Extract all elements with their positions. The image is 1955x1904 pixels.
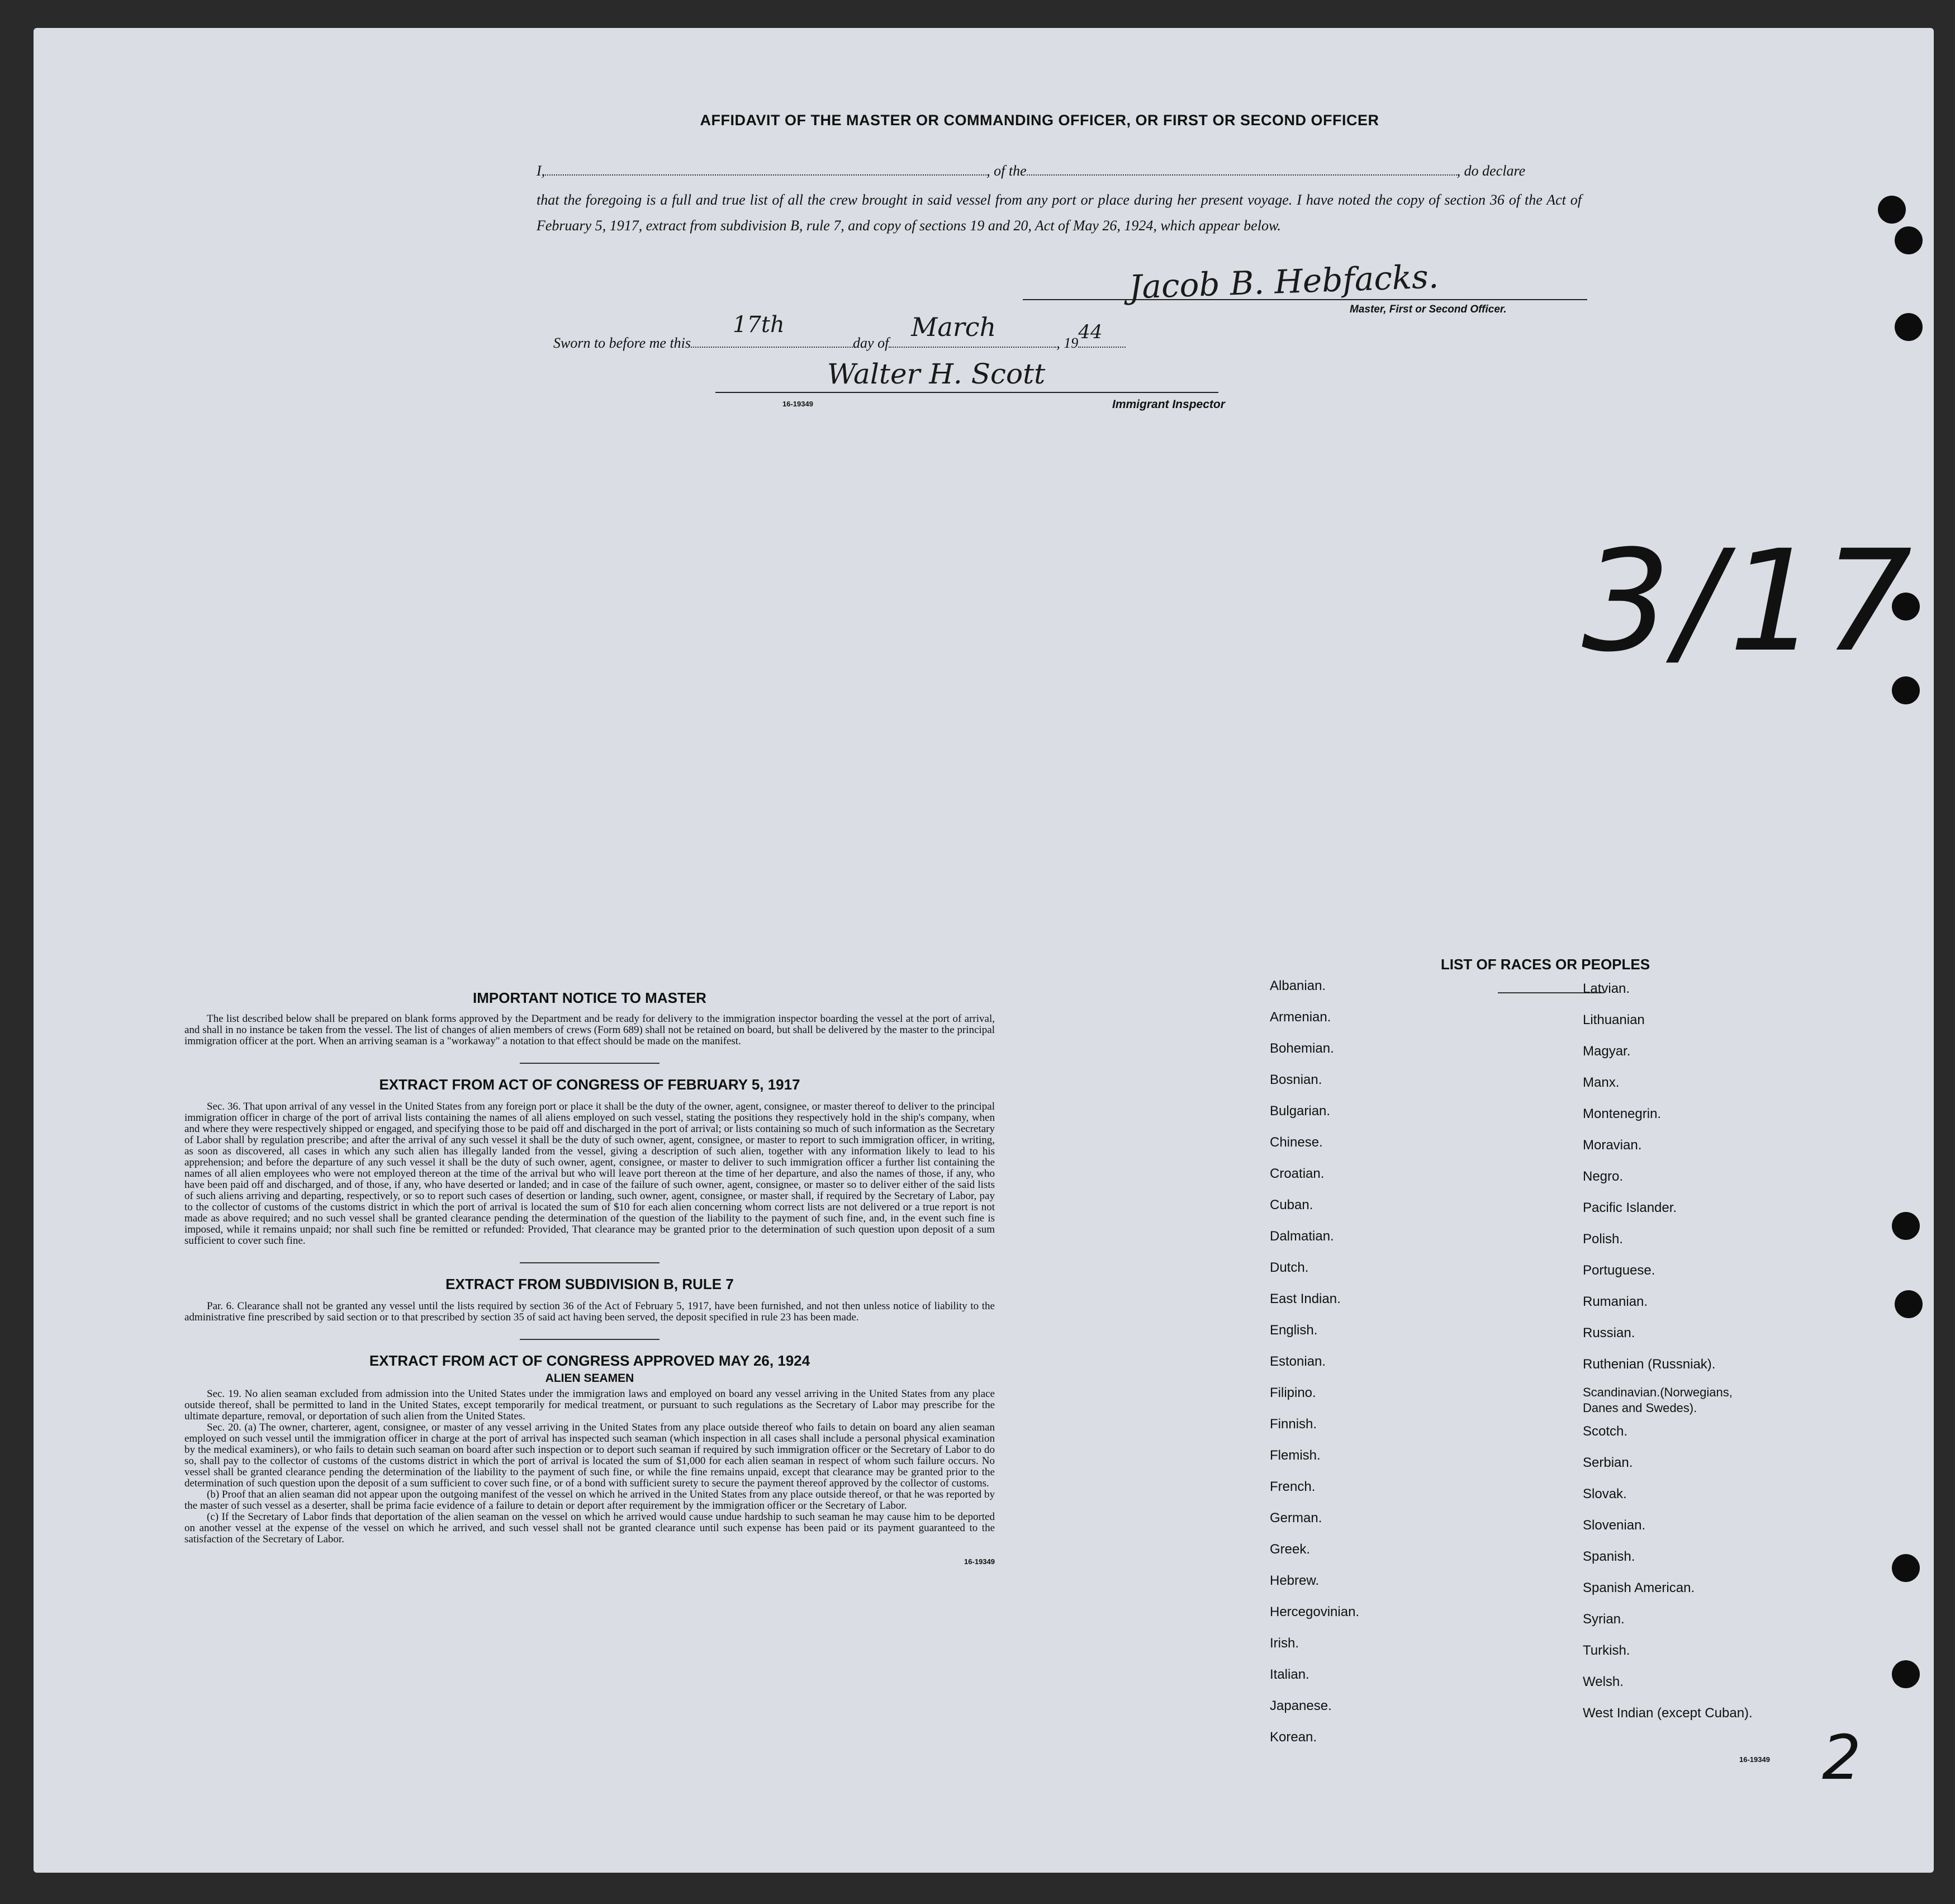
race-item: Finnish. xyxy=(1270,1417,1317,1432)
punch-hole xyxy=(1892,1212,1920,1240)
race-item: Hebrew. xyxy=(1270,1573,1320,1588)
race-item: Turkish. xyxy=(1583,1643,1630,1658)
race-item: Irish. xyxy=(1270,1636,1299,1651)
sworn-day: 17th xyxy=(733,312,785,338)
race-item: French. xyxy=(1270,1479,1316,1494)
race-item: Slovenian. xyxy=(1583,1518,1646,1533)
race-item: East Indian. xyxy=(1270,1291,1341,1306)
inspector-signature: Walter H. Scott xyxy=(827,358,1046,390)
sworn-label: Sworn to before me this xyxy=(553,335,691,351)
race-item: Italian. xyxy=(1270,1667,1309,1682)
corner-mark: 2 xyxy=(1822,1722,1861,1793)
race-item: Polish. xyxy=(1583,1232,1624,1247)
sec-20a-text: Sec. 20. (a) The owner, charterer, agent, consignee, or master of any vessel arriving in the United States from any place outside thereof who fails to detain on board any alien seaman employed on such vessel until the immigration officer in charge at the port of arrival has inspected such seaman (which inspection in all cases shall include a personal physical examination by the medical examiners), or who fails to detain such seaman on board after such inspection or to deport such seaman if required by such immigration officer or the Secretary of Labor to do so, shall pay to the collector of customs of the customs district in which the port of arrival is located the sum of $1,000 for each alien seaman in respect of whom such failure occurs. No vessel shall be granted clearance pending the determination of the liability to the payment of such fine, or while the fine remains unpaid, except that clearance may be granted prior to the determination of such question upon the deposit of a sum sufficient to cover such fine, or of a bond with sufficient surety to secure the payment thereof approved by the collector of customs. xyxy=(184,1422,995,1489)
extract-1924-subtitle: ALIEN SEAMEN xyxy=(545,1372,634,1385)
affidavit-title: AFFIDAVIT OF THE MASTER OR COMMANDING OFFICER, OR FIRST OR SECOND OFFICER xyxy=(700,112,1379,129)
race-item: Ruthenian (Russniak). xyxy=(1583,1357,1716,1372)
sworn-month: March xyxy=(911,312,997,342)
extract-1917-text: Sec. 36. That upon arrival of any vessel in the United States from any foreign port or place it shall be the duty of the owner, agent, consignee, or master thereof to deliver to the principal immigration officer in charge of the port of arrival lists containing the names of all aliens employed on such vessel, stating the positions they respectively hold in the ship's company, when and where they were respectively shipped or engaged, and specifying those to be paid off and discharged in the port of arrival; or lists containing so much of such information as the Secretary of Labor shall by regulation prescribe; and after the arrival of any such vessel it shall be the duty of such owner, agent, consignee, or master to report to such immigration officer, in writing, as soon as discovered, all cases in which any such alien has illegally landed from the vessel, giving a description of such alien, together with any information likely to lead to his apprehension; and before the departure of any such vessel it shall be the duty of such owner, agent, consignee, or master to deliver to such immigration officer a further list containing the names of all alien employees who were not employed thereon at the time of the arrival but who will leave port thereon at the time of her departure, and also the names of those, if any, who have been paid off and discharged, and of those, if any, who have deserted or landed; and in case of the failure of such owner, agent, consignee, or master so to deliver either of the said lists of such aliens arriving and departing, respectively, or so to report such cases of desertion or landing, such owner, agent, consignee, or master shall, if required by the Secretary of Labor, pay to the collector of customs of the customs district in which the port of arrival is located the sum of $10 for each alien concerning whom correct lists are not delivered or a true report is not made as above required; and no such vessel shall be granted clearance pending the determination of the question of the liability to the payment of such fine, and, in the event such fine is imposed, while it remains unpaid; nor shall such fine be remitted or refunded: Provided, That clearance may be granted prior to the determination of such question upon deposit of a sum sufficient to cover such fine. xyxy=(184,1101,995,1247)
year-prefix: , 19 xyxy=(1056,335,1079,351)
year-blank xyxy=(1078,321,1126,348)
name-blank xyxy=(545,162,986,176)
race-item: Dalmatian. xyxy=(1270,1229,1334,1244)
punch-hole xyxy=(1878,196,1906,224)
punch-hole xyxy=(1892,1660,1920,1688)
form-number: 16-19349 xyxy=(964,1557,995,1566)
race-item: Scotch. xyxy=(1583,1424,1628,1439)
race-item: Welsh. xyxy=(1583,1674,1624,1689)
inspector-caption: Immigrant Inspector xyxy=(1112,398,1225,411)
punch-hole xyxy=(1895,313,1923,341)
sec-20c-text: (c) If the Secretary of Labor finds that deportation of the alien seaman on the vessel on which he arrived would cause undue hardship to such seaman he may cause him to be deported on another vessel at the expense of the vessel on which he arrived, and such vessel shall not be granted clearance until such expense has been paid or its payment guaranteed to the satisfaction of the Secretary of Labor. xyxy=(184,1511,995,1545)
race-item: Chinese. xyxy=(1270,1135,1323,1150)
punch-hole xyxy=(1892,1554,1920,1582)
race-item: Bohemian. xyxy=(1270,1041,1334,1056)
divider xyxy=(520,1063,659,1064)
race-item: Estonian. xyxy=(1270,1354,1326,1369)
race-item: Cuban. xyxy=(1270,1197,1313,1213)
inspector-signature-line xyxy=(715,392,1218,393)
extract-rule7-title: EXTRACT FROM SUBDIVISION B, RULE 7 xyxy=(445,1276,734,1292)
notice-title: IMPORTANT NOTICE TO MASTER xyxy=(473,989,706,1006)
do-declare-label: , do declare xyxy=(1456,163,1526,179)
race-item: German. xyxy=(1270,1510,1322,1526)
race-item: Flemish. xyxy=(1270,1448,1321,1463)
race-item: Rumanian. xyxy=(1583,1294,1648,1309)
race-item: Armenian. xyxy=(1270,1010,1331,1025)
race-item: Bulgarian. xyxy=(1270,1103,1331,1119)
notice-column xyxy=(184,989,995,1566)
extract-1917-title: EXTRACT FROM ACT OF CONGRESS OF FEBRUARY 5, 1917 xyxy=(379,1076,800,1093)
sworn-year: 44 xyxy=(1078,321,1103,343)
month-blank xyxy=(889,312,1056,348)
race-item: Scandinavian.(Norwegians, Danes and Swedes). xyxy=(1583,1385,1733,1415)
extract-rule7-text: Par. 6. Clearance shall not be granted any vessel until the lists required by section 36 of the Act of February 5, 1917, have been furnished, and not then unless notice of liability to the administrative fine prescribed by said section or to that prescribed by section 35 of said act having been served, the deposit specified in rule 23 has been made. xyxy=(184,1300,995,1323)
race-item: Bosnian. xyxy=(1270,1072,1322,1087)
race-item: Spanish American. xyxy=(1583,1580,1695,1595)
race-item: Pacific Islander. xyxy=(1583,1200,1677,1215)
day-blank xyxy=(691,312,853,348)
extract-1924-title: EXTRACT FROM ACT OF CONGRESS APPROVED MAY 26, 1924 xyxy=(369,1352,810,1369)
race-item: Albanian. xyxy=(1270,978,1326,993)
sworn-line xyxy=(553,312,1126,352)
race-item: Greek. xyxy=(1270,1542,1311,1557)
race-item: Hercegovinian. xyxy=(1270,1604,1360,1619)
sec-20b-text: (b) Proof that an alien seaman did not appear upon the outgoing manifest of the vessel on which he arrived in the United States from any place outside thereof, or that he was reported by the master of such vessel as a deserter, shall be prima facie evidence of a failure to detain or deport after requirement by the immigration officer or the Secretary of Labor. xyxy=(184,1489,995,1512)
divider xyxy=(520,1339,659,1340)
handwritten-page-number: 3/17 xyxy=(1582,520,1918,683)
day-of-label: day of xyxy=(853,335,889,351)
race-item: Portuguese. xyxy=(1583,1263,1655,1278)
sec-19-text: Sec. 19. No alien seaman excluded from admission into the United States under the immigration laws and employed on board any vessel arriving in the United States from any place outside thereof, shall be permitted to land in the United States, except temporarily for medical treatment, or pursuant to such regulations as the Secretary of Labor may prescribe for the ultimate departure, removal, or deportation of such alien from the United States. xyxy=(184,1388,995,1422)
divider xyxy=(520,1262,659,1263)
affidavit-declaration-line xyxy=(537,162,1582,179)
race-item: West Indian (except Cuban). xyxy=(1583,1706,1753,1721)
race-item: Dutch. xyxy=(1270,1260,1309,1275)
races-form-number: 16-19349 xyxy=(1739,1755,1770,1764)
punch-hole xyxy=(1895,226,1923,254)
i-label: I, xyxy=(537,163,545,179)
race-item: Lithuanian xyxy=(1583,1012,1645,1027)
race-item: English. xyxy=(1270,1323,1318,1338)
race-item: Montenegrin. xyxy=(1583,1106,1662,1121)
race-item: Serbian. xyxy=(1583,1455,1633,1470)
race-item: Spanish. xyxy=(1583,1549,1635,1564)
affidavit-paragraph: that the foregoing is a full and true list of all the crew brought in said vessel from any port or place during her present voyage. I have noted the copy of section 36 of the Act of February 5, 1917, extract from subdivision B, rule 7, and copy of sections 19 and 20, Act of May 26, 1924, which appear below. xyxy=(537,192,1582,234)
race-item: Syrian. xyxy=(1583,1612,1625,1627)
notice-text: The list described below shall be prepared on blank forms approved by the Department and be ready for delivery to the immigration inspector boarding the vessel at the port of arrival, and shall in no instance be taken from the vessel. The list of changes of alien members of crews (Form 689) shall not be retained on board, but shall be delivered by the master to the principal immigration officer at the port. When an arriving seaman is a "workaway" a notation to that effect should be made on the manifest. xyxy=(184,1013,995,1047)
of-the-label: , of the xyxy=(986,163,1027,179)
race-item: Manx. xyxy=(1583,1075,1620,1090)
races-title: LIST OF RACES OR PEOPLES xyxy=(1440,956,1650,973)
master-signature: Jacob B. Hebfacks. xyxy=(1128,257,1440,306)
race-item: Russian. xyxy=(1583,1325,1635,1341)
race-item: Korean. xyxy=(1270,1730,1317,1745)
master-caption: Master, First or Second Officer. xyxy=(1350,304,1507,315)
punch-hole xyxy=(1895,1290,1923,1318)
race-item: Croatian. xyxy=(1270,1166,1325,1181)
race-item: Negro. xyxy=(1583,1169,1624,1184)
race-item: Slovak. xyxy=(1583,1486,1627,1502)
race-item: Filipino. xyxy=(1270,1385,1316,1400)
race-item: Magyar. xyxy=(1583,1044,1631,1059)
form-number: 16-19349 xyxy=(782,400,813,408)
vessel-blank xyxy=(1027,162,1457,176)
race-item: Latvian. xyxy=(1583,981,1630,996)
race-item: Japanese. xyxy=(1270,1698,1332,1713)
race-item: Moravian. xyxy=(1583,1138,1642,1153)
document-sheet xyxy=(34,28,1934,1873)
